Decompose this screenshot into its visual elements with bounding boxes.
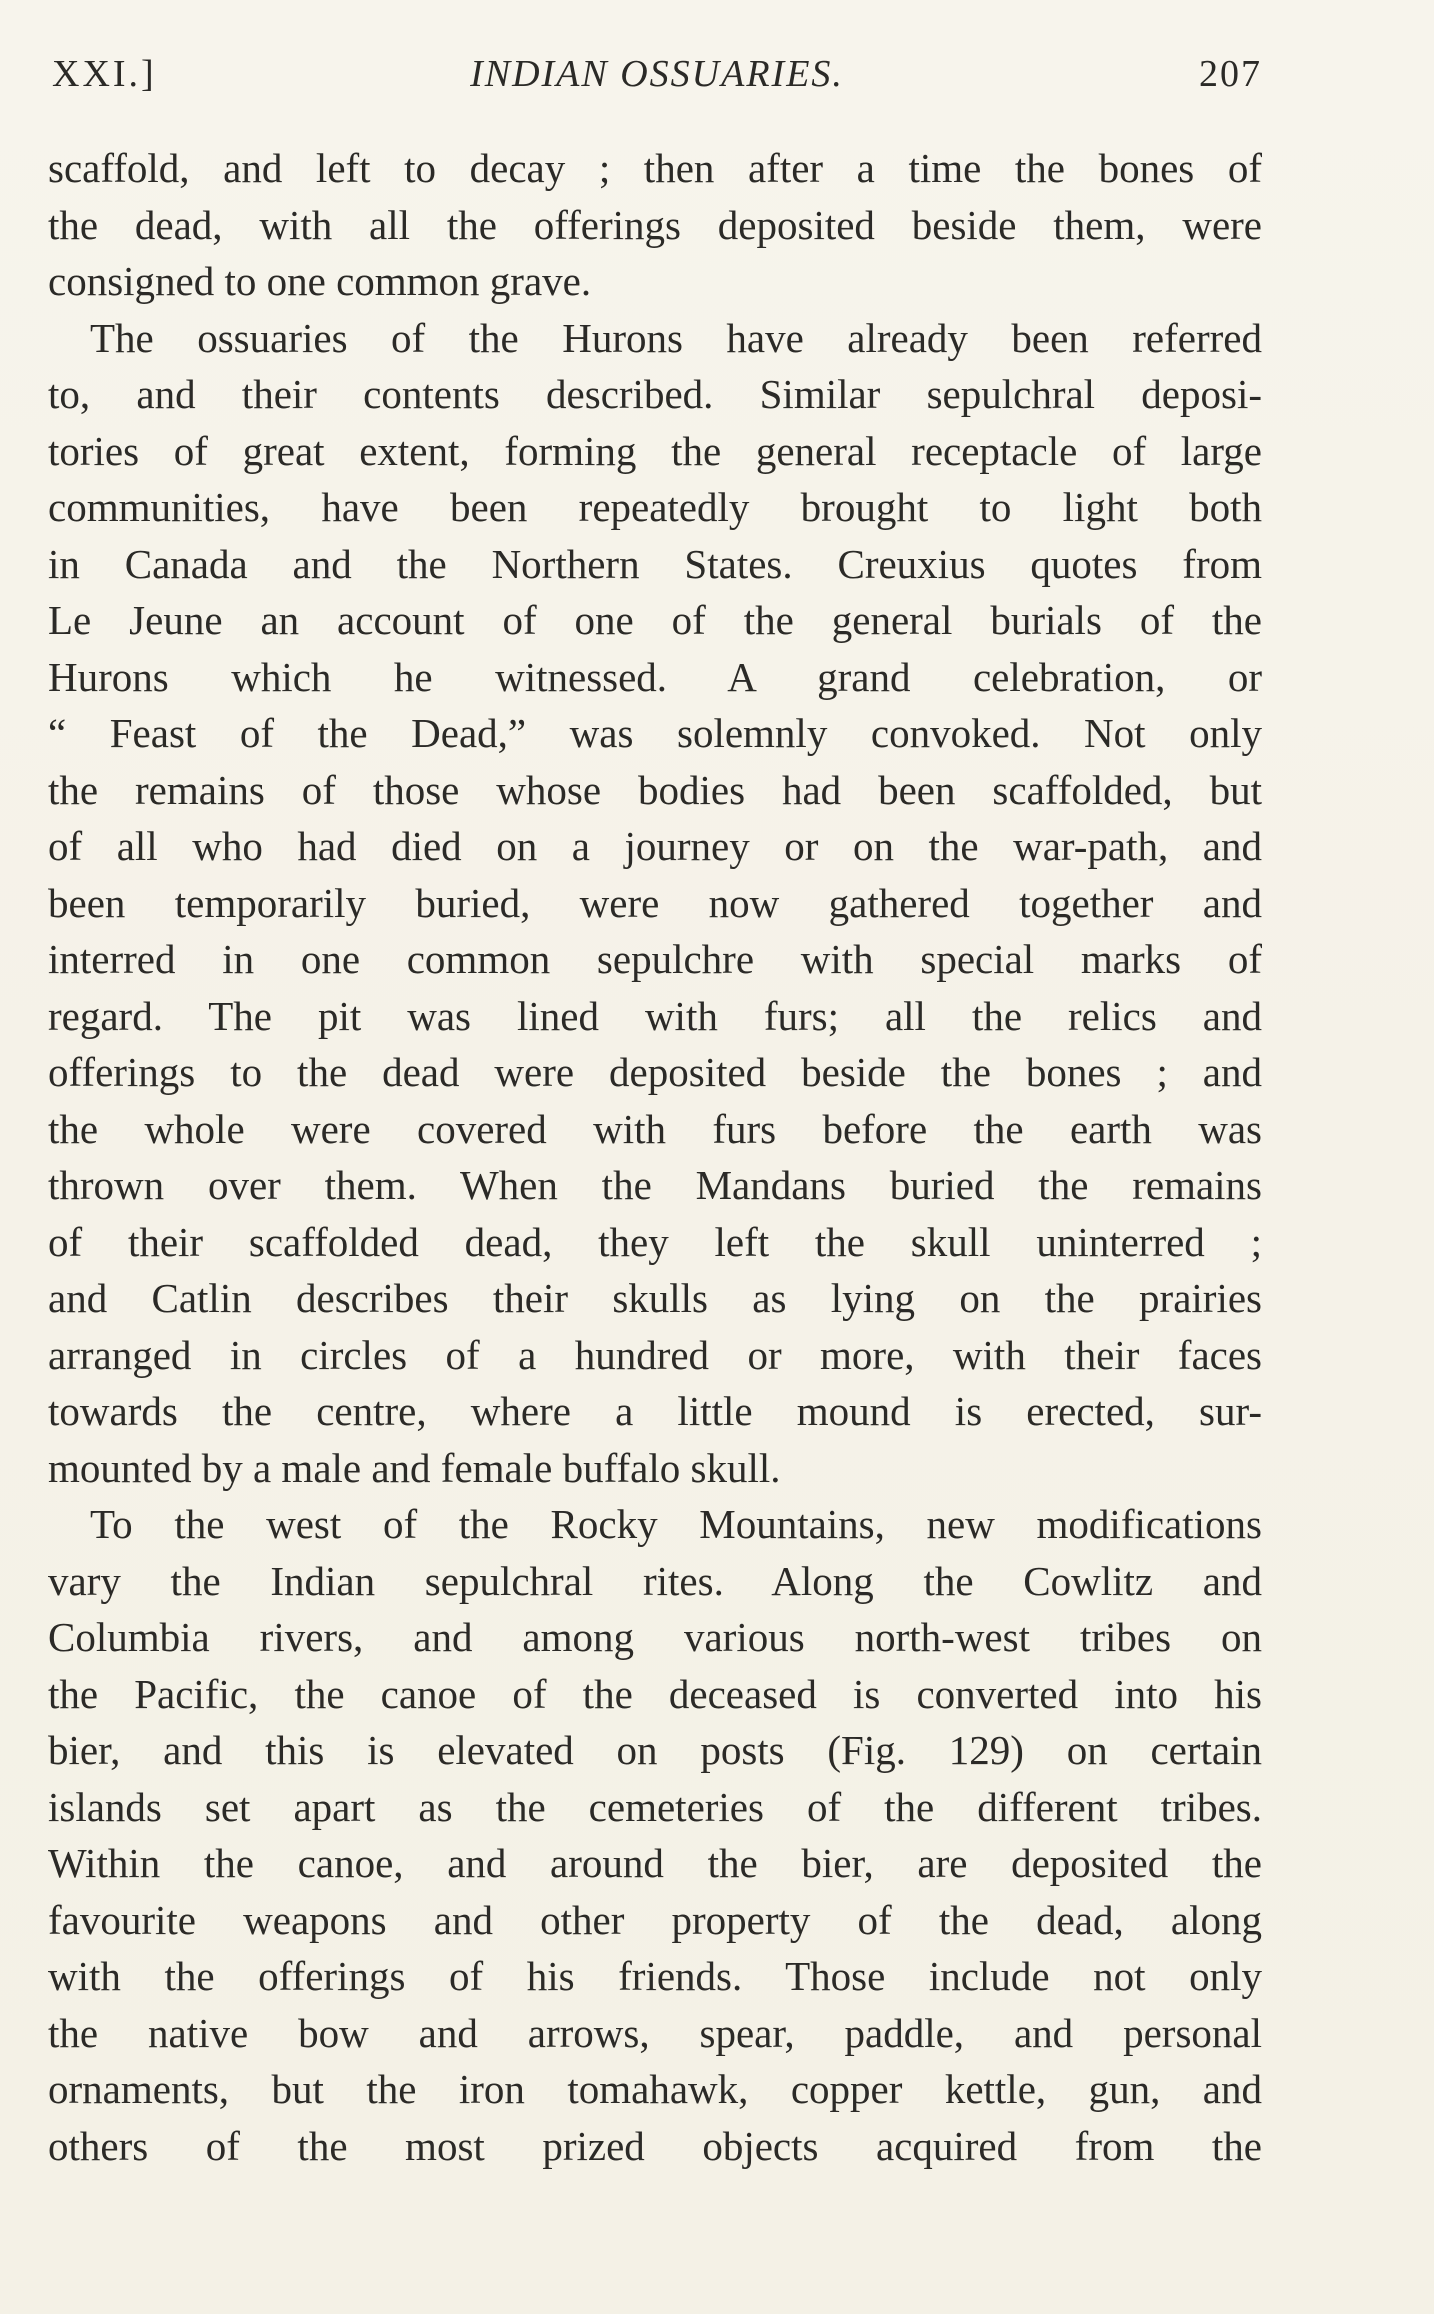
text-line: tories of great extent, forming the general receptacle of large	[48, 427, 1262, 474]
text-line: of all who had died on a journey or on the war-path, and	[48, 823, 1262, 869]
text-line: arranged in circles of a hundred or more, with their faces	[48, 1331, 1262, 1378]
text-line: favourite weapons and other property of the dead, along	[48, 1896, 1262, 1943]
text-line: the native bow and arrows, spear, paddle, and personal	[48, 2009, 1262, 2056]
text-line: thrown over them. When the Mandans buried the remains	[48, 1162, 1262, 1208]
paragraph	[48, 1496, 1262, 2174]
running-head	[52, 52, 1262, 102]
text-line: Columbia rivers, and among various north-west tribes on	[48, 1614, 1262, 1660]
text-line: communities, have been repeatedly brought to light both	[48, 484, 1262, 530]
text-line: offerings to the dead were deposited beside the bones ; and	[48, 1049, 1262, 1095]
paragraph	[48, 140, 1262, 310]
text-line: of their scaffolded dead, they left the skull uninterred ;	[48, 1218, 1262, 1265]
body-text	[48, 140, 1262, 2174]
text-line: “ Feast of the Dead,” was solemnly convoked. Not only	[48, 710, 1262, 756]
text-line: scaffold, and left to decay ; then after a time the bones of	[48, 145, 1262, 191]
text-line: been temporarily buried, were now gathered together and	[48, 879, 1262, 926]
text-line: vary the Indian sepulchral rites. Along the Cowlitz and	[48, 1557, 1262, 1604]
paragraph	[48, 310, 1262, 1497]
text-line: Le Jeune an account of one of the general burials of the	[48, 597, 1262, 643]
text-line: To the west of the Rocky Mountains, new modifications	[90, 1501, 1262, 1547]
text-line: Hurons which he witnessed. A grand celebration, or	[48, 653, 1262, 700]
text-line: others of the most prized objects acquired from the	[48, 2122, 1262, 2169]
text-line: with the offerings of his friends. Those include not only	[48, 1953, 1262, 1999]
text-line: interred in one common sepulchre with special marks of	[48, 936, 1262, 982]
text-line: consigned to one common grave.	[48, 258, 592, 304]
text-line: the Pacific, the canoe of the deceased is converted into his	[48, 1670, 1262, 1717]
page-number: 207	[1199, 53, 1262, 95]
text-line: and Catlin describes their skulls as lying on the prairies	[48, 1275, 1262, 1321]
text-line: islands set apart as the cemeteries of the different tribes.	[48, 1783, 1262, 1830]
text-line: the dead, with all the offerings deposited beside them, were	[48, 201, 1262, 248]
chapter-number: XXI.]	[52, 53, 157, 95]
text-line: The ossuaries of the Hurons have already been referred	[90, 314, 1262, 361]
text-line: bier, and this is elevated on posts (Fig. 129) on certain	[48, 1727, 1262, 1773]
text-line: regard. The pit was lined with furs; all the relics and	[48, 992, 1262, 1039]
text-line: towards the centre, where a little mound is erected, sur-	[48, 1388, 1262, 1434]
text-line: the remains of those whose bodies had been scaffolded, but	[48, 766, 1262, 813]
text-line: ornaments, but the iron tomahawk, copper kettle, gun, and	[48, 2066, 1262, 2112]
text-line: in Canada and the Northern States. Creuxius quotes from	[48, 540, 1262, 587]
text-line: Within the canoe, and around the bier, are deposited the	[48, 1840, 1262, 1886]
running-title: INDIAN OSSUARIES.	[470, 53, 844, 95]
text-line: the whole were covered with furs before the earth was	[48, 1105, 1262, 1152]
text-line: to, and their contents described. Similar sepulchral deposi-	[48, 371, 1262, 417]
text-line: mounted by a male and female buffalo skull.	[48, 1444, 781, 1491]
